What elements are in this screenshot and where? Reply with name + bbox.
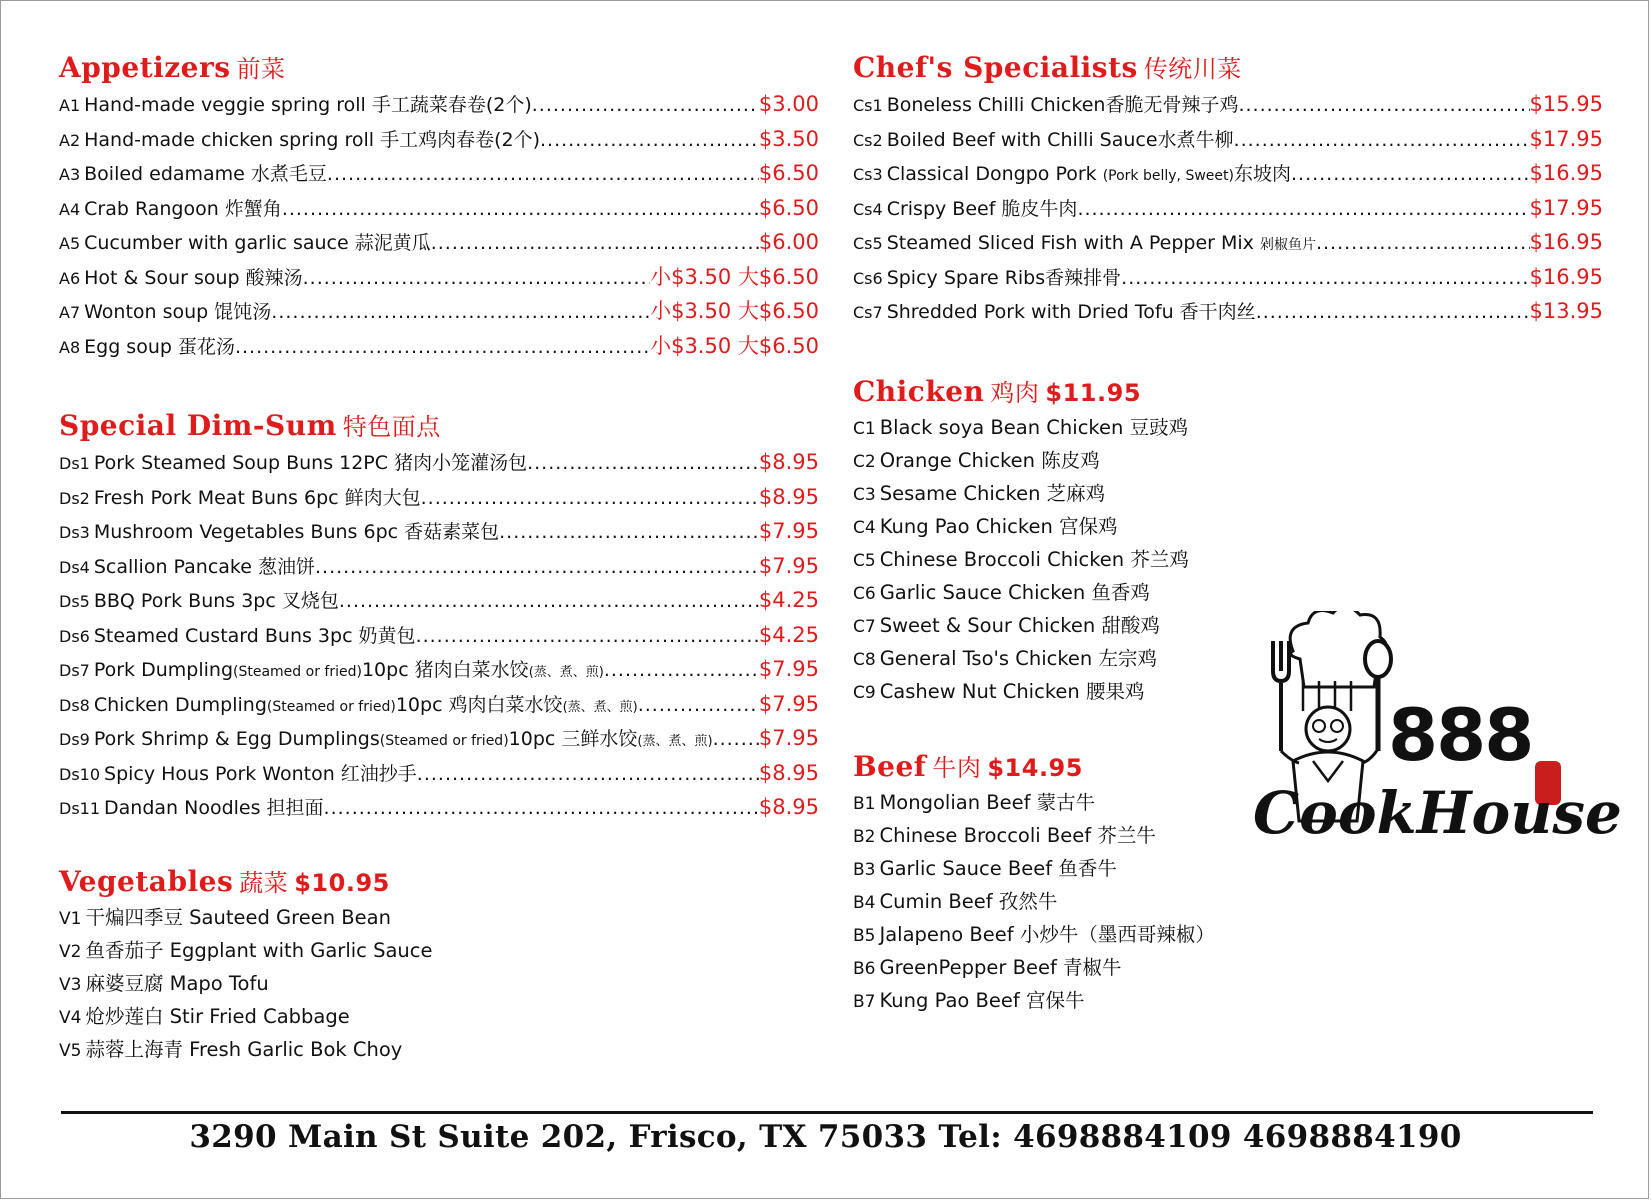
vegetables-section bbox=[59, 863, 819, 1066]
menu-item bbox=[59, 87, 819, 122]
right-column bbox=[853, 49, 1603, 1017]
dot-leader bbox=[235, 330, 650, 365]
section-price: $11.95 bbox=[1045, 378, 1142, 407]
item-title: Boiled edamame 水煮毛豆 bbox=[84, 163, 327, 185]
item-price: 小$3.50 大$6.50 bbox=[650, 333, 819, 358]
item-name bbox=[853, 477, 1105, 512]
dot-leader bbox=[1077, 192, 1529, 227]
menu-item bbox=[853, 885, 1603, 918]
dot-leader bbox=[1238, 88, 1529, 123]
item-code: Cs4 bbox=[853, 199, 883, 219]
item-name bbox=[59, 722, 713, 760]
item-name bbox=[59, 584, 339, 620]
item-title: Pork Shrimp & Egg Dumplings bbox=[93, 728, 380, 750]
item-name bbox=[853, 819, 1156, 854]
dot-leader bbox=[416, 619, 759, 654]
dot-leader bbox=[540, 123, 759, 158]
dot-leader bbox=[713, 722, 759, 757]
menu-item bbox=[853, 411, 1603, 444]
menu-item bbox=[59, 514, 819, 549]
item-name bbox=[853, 786, 1095, 821]
item-list bbox=[59, 87, 819, 363]
item-title: Sweet & Sour Chicken 甜酸鸡 bbox=[879, 613, 1160, 637]
item-name bbox=[853, 984, 1085, 1019]
item-title: 蒜蓉上海青 Fresh Garlic Bok Choy bbox=[85, 1037, 403, 1061]
item-code: Ds8 bbox=[59, 695, 90, 715]
menu-item bbox=[59, 445, 819, 480]
menu-item bbox=[59, 967, 819, 1000]
section-title-cn: 传统川菜 bbox=[1143, 55, 1242, 83]
menu-item bbox=[853, 225, 1603, 260]
item-note: (Steamed or fried) bbox=[233, 664, 362, 680]
section-title-en: Vegetables bbox=[59, 864, 234, 898]
item-name bbox=[59, 901, 391, 936]
item-name bbox=[59, 481, 421, 517]
menu-item bbox=[853, 87, 1603, 122]
menu-item bbox=[853, 510, 1603, 543]
item-price: $7.95 bbox=[758, 691, 819, 716]
item-name bbox=[59, 550, 315, 586]
section-title bbox=[59, 49, 819, 87]
item-name bbox=[59, 88, 532, 124]
item-title: Spicy Spare Ribs香辣排骨 bbox=[886, 266, 1122, 289]
item-name bbox=[59, 967, 269, 1002]
item-price: $7.95 bbox=[758, 519, 819, 543]
menu-item bbox=[853, 477, 1603, 510]
item-name bbox=[853, 642, 1157, 677]
footer-address: 3290 Main St Suite 202, Frisco, TX 75033 Tel: 4698884109 4698884190 bbox=[189, 1119, 1462, 1155]
menu-item bbox=[853, 543, 1603, 576]
item-price: $4.25 bbox=[758, 588, 819, 612]
item-title-cn: 东坡肉 bbox=[1233, 163, 1291, 185]
item-price: $7.95 bbox=[758, 726, 819, 750]
menu-item bbox=[59, 901, 819, 934]
item-title: Orange Chicken 陈皮鸡 bbox=[879, 448, 1100, 472]
item-code: Ds2 bbox=[59, 488, 90, 508]
item-name bbox=[853, 123, 1234, 159]
item-name bbox=[59, 123, 540, 159]
item-name bbox=[853, 295, 1256, 331]
menu-item bbox=[59, 480, 819, 515]
menu-item bbox=[59, 1033, 819, 1066]
dot-leader bbox=[431, 226, 759, 261]
item-title: 干煸四季豆 Sauteed Green Bean bbox=[85, 905, 391, 929]
item-name bbox=[853, 543, 1189, 578]
menu-item bbox=[59, 260, 819, 295]
section-title-cn: 牛肉 bbox=[932, 753, 982, 782]
item-name bbox=[59, 688, 638, 726]
dot-leader bbox=[282, 192, 759, 227]
item-price: $4.25 bbox=[758, 622, 819, 647]
item-title: Steamed Sliced Fish with A Pepper Mix bbox=[886, 232, 1260, 254]
item-code: B3 bbox=[853, 859, 876, 880]
item-code: Ds9 bbox=[59, 730, 90, 749]
item-name bbox=[853, 411, 1188, 446]
item-title: Hand-made chicken spring roll 手工鸡肉春卷(2个) bbox=[84, 128, 540, 151]
menu-item bbox=[59, 652, 819, 687]
menu-item bbox=[59, 191, 819, 226]
item-code: Cs3 bbox=[853, 165, 883, 184]
item-name bbox=[59, 1033, 402, 1068]
dot-leader bbox=[271, 295, 650, 330]
chef-specialists-section bbox=[853, 49, 1603, 329]
menu-item bbox=[853, 951, 1603, 984]
item-code: C9 bbox=[853, 682, 876, 703]
appetizers-section bbox=[59, 49, 819, 363]
item-note: (Pork belly, Sweet) bbox=[1102, 168, 1234, 184]
item-code: C1 bbox=[853, 418, 876, 439]
item-title: Scallion Pancake 葱油饼 bbox=[93, 555, 315, 578]
item-name bbox=[59, 157, 327, 193]
dot-leader bbox=[1316, 226, 1530, 261]
item-name bbox=[853, 675, 1144, 710]
dot-leader bbox=[527, 446, 759, 481]
item-title: Garlic Sauce Beef 鱼香牛 bbox=[879, 856, 1117, 880]
item-name bbox=[853, 609, 1160, 644]
item-title: Boiled Beef with Chilli Sauce水煮牛柳 bbox=[886, 128, 1234, 151]
dot-leader bbox=[417, 757, 759, 792]
item-code: Cs7 bbox=[853, 303, 883, 322]
item-price: $7.95 bbox=[758, 657, 819, 681]
item-code: Ds10 bbox=[59, 764, 101, 784]
dot-leader bbox=[638, 688, 759, 723]
item-list bbox=[59, 901, 819, 1066]
item-name bbox=[59, 226, 431, 262]
item-price: 小$3.50 大$6.50 bbox=[650, 264, 819, 289]
item-code: B5 bbox=[853, 925, 876, 946]
item-name bbox=[853, 192, 1077, 228]
item-code: A8 bbox=[59, 337, 81, 357]
item-name bbox=[853, 444, 1100, 479]
item-title: Kung Pao Beef 宫保牛 bbox=[879, 988, 1085, 1012]
item-title: Wonton soup 馄饨汤 bbox=[84, 301, 272, 323]
dot-leader bbox=[324, 791, 759, 826]
item-name bbox=[59, 515, 499, 551]
item-title: 炝炒莲白 Stir Fried Cabbage bbox=[85, 1004, 350, 1028]
item-title: Cashew Nut Chicken 腰果鸡 bbox=[879, 679, 1145, 703]
item-title: Kung Pao Chicken 宫保鸡 bbox=[879, 514, 1118, 538]
menu-item bbox=[59, 329, 819, 364]
item-code: Cs1 bbox=[853, 96, 883, 115]
dot-leader bbox=[1291, 157, 1530, 192]
section-title-cn: 前菜 bbox=[236, 55, 286, 83]
section-title bbox=[853, 373, 1603, 411]
menu-item bbox=[59, 583, 819, 618]
section-title-cn: 鸡肉 bbox=[990, 378, 1040, 407]
item-code: C5 bbox=[853, 550, 876, 571]
item-code: A2 bbox=[59, 130, 81, 150]
item-price: $8.95 bbox=[758, 795, 819, 819]
dot-leader bbox=[604, 653, 759, 688]
item-name bbox=[59, 192, 282, 228]
item-title: Black soya Bean Chicken 豆豉鸡 bbox=[879, 415, 1189, 439]
section-title-cn: 特色面点 bbox=[342, 413, 441, 441]
section-title-en: Special Dim-Sum bbox=[59, 409, 337, 442]
item-code: C2 bbox=[853, 451, 876, 472]
item-name bbox=[853, 951, 1122, 986]
item-name bbox=[59, 330, 235, 366]
item-code: V5 bbox=[59, 1040, 82, 1061]
menu-item bbox=[59, 225, 819, 260]
item-price: $16.95 bbox=[1529, 161, 1603, 185]
item-title: Chinese Broccoli Beef 芥兰牛 bbox=[879, 823, 1156, 847]
dot-leader bbox=[1234, 123, 1530, 158]
section-title-en: Beef bbox=[853, 749, 927, 783]
item-title: Hand-made veggie spring roll 手工蔬菜春卷(2个) bbox=[84, 94, 532, 116]
item-title: Cumin Beef 孜然牛 bbox=[879, 889, 1058, 913]
item-list bbox=[853, 87, 1603, 329]
menu-item bbox=[853, 444, 1603, 477]
item-title: Mushroom Vegetables Buns 6pc 香菇素菜包 bbox=[93, 521, 500, 543]
item-title: Steamed Custard Buns 3pc 奶黄包 bbox=[93, 624, 416, 647]
item-name bbox=[853, 226, 1316, 263]
item-name bbox=[853, 576, 1150, 611]
item-name bbox=[853, 510, 1118, 545]
item-code: B4 bbox=[853, 892, 876, 913]
menu-item bbox=[853, 191, 1603, 226]
menu-item bbox=[59, 1000, 819, 1033]
item-code: B2 bbox=[853, 826, 876, 847]
item-code: Ds11 bbox=[59, 799, 101, 818]
item-name bbox=[59, 791, 324, 827]
item-title: Shredded Pork with Dried Tofu 香干肉丝 bbox=[886, 301, 1256, 323]
menu-item bbox=[853, 576, 1603, 609]
logo-number: 888 bbox=[1388, 693, 1533, 777]
menu-item bbox=[853, 156, 1603, 191]
item-code: A3 bbox=[59, 165, 81, 184]
left-column bbox=[59, 49, 819, 1066]
item-code: A1 bbox=[59, 96, 81, 115]
item-title-cn: 10pc 三鲜水饺 bbox=[508, 728, 638, 750]
item-price: $3.50 bbox=[758, 126, 819, 151]
item-title: 鱼香茄子 Eggplant with Garlic Sauce bbox=[85, 938, 433, 962]
logo-wordmark: CookHouse bbox=[1253, 779, 1622, 847]
menu-item bbox=[853, 918, 1603, 951]
item-code: A5 bbox=[59, 234, 81, 253]
item-title: Boneless Chilli Chicken香脆无骨辣子鸡 bbox=[886, 94, 1239, 116]
item-price: $17.95 bbox=[1529, 126, 1603, 151]
dot-leader bbox=[303, 261, 650, 296]
item-code: Ds1 bbox=[59, 454, 90, 473]
item-code: Cs6 bbox=[853, 268, 883, 288]
item-code: Cs5 bbox=[853, 234, 883, 253]
item-name bbox=[59, 295, 271, 331]
dot-leader bbox=[1121, 261, 1529, 296]
dot-leader bbox=[499, 515, 759, 550]
dot-leader bbox=[532, 88, 759, 123]
item-title: Chinese Broccoli Chicken 芥兰鸡 bbox=[879, 547, 1189, 571]
item-title: Garlic Sauce Chicken 鱼香鸡 bbox=[879, 580, 1150, 604]
item-name bbox=[59, 653, 604, 691]
item-price: $8.95 bbox=[758, 484, 819, 509]
item-code: V1 bbox=[59, 908, 82, 929]
item-price: $7.95 bbox=[758, 553, 819, 578]
item-name bbox=[59, 757, 417, 793]
item-code: C7 bbox=[853, 616, 876, 637]
item-title-cn: 10pc 鸡肉白菜水饺 bbox=[395, 693, 563, 716]
item-name bbox=[59, 934, 432, 969]
item-code: A6 bbox=[59, 268, 81, 288]
item-code: C8 bbox=[853, 649, 876, 670]
item-title: Sesame Chicken 芝麻鸡 bbox=[879, 481, 1106, 505]
item-title: 麻婆豆腐 Mapo Tofu bbox=[85, 971, 269, 995]
section-price: $14.95 bbox=[987, 753, 1083, 782]
item-name bbox=[59, 1000, 350, 1035]
item-code: B7 bbox=[853, 991, 876, 1012]
section-title bbox=[59, 407, 819, 445]
item-name bbox=[59, 446, 527, 482]
item-price: $6.50 bbox=[758, 195, 819, 220]
item-code: Ds5 bbox=[59, 592, 90, 611]
item-price: $6.50 bbox=[758, 161, 819, 185]
item-title: Mongolian Beef 蒙古牛 bbox=[879, 790, 1096, 814]
section-title-en: Chicken bbox=[853, 374, 985, 408]
item-code: C4 bbox=[853, 517, 876, 538]
item-title: Crispy Beef 脆皮牛肉 bbox=[886, 197, 1078, 220]
item-code: Ds3 bbox=[59, 523, 90, 542]
item-code: V2 bbox=[59, 941, 82, 962]
item-code: Ds7 bbox=[59, 661, 90, 680]
item-price: $17.95 bbox=[1529, 195, 1603, 220]
section-title bbox=[853, 49, 1603, 87]
item-title: Pork Steamed Soup Buns 12PC 猪肉小笼灌汤包 bbox=[93, 452, 528, 474]
item-name bbox=[59, 619, 416, 655]
item-name bbox=[853, 885, 1057, 920]
dimsum-section bbox=[59, 407, 819, 825]
menu-item bbox=[853, 984, 1603, 1017]
item-list bbox=[59, 445, 819, 825]
item-name bbox=[59, 261, 303, 297]
dot-leader bbox=[327, 157, 759, 192]
item-code: A7 bbox=[59, 303, 81, 322]
menu-item bbox=[853, 122, 1603, 157]
item-title: Dandan Noodles 担担面 bbox=[104, 797, 324, 819]
item-title: General Tso's Chicken 左宗鸡 bbox=[879, 646, 1157, 670]
item-code: Cs2 bbox=[853, 130, 883, 150]
section-title bbox=[59, 863, 819, 901]
dot-leader bbox=[315, 550, 759, 585]
menu-item bbox=[59, 294, 819, 329]
item-name bbox=[853, 88, 1238, 124]
item-title: BBQ Pork Buns 3pc 叉烧包 bbox=[93, 590, 339, 612]
item-title-cn: 10pc 猪肉白菜水饺 bbox=[361, 659, 529, 681]
item-note: (Steamed or fried) bbox=[266, 698, 396, 715]
item-price: $6.00 bbox=[758, 230, 819, 254]
item-name bbox=[853, 918, 1215, 953]
item-code: B1 bbox=[853, 793, 876, 814]
menu-item bbox=[59, 549, 819, 584]
item-title: Fresh Pork Meat Buns 6pc 鲜肉大包 bbox=[93, 486, 421, 509]
item-title: Classical Dongpo Pork bbox=[886, 163, 1103, 185]
item-title: Spicy Hous Pork Wonton 红油抄手 bbox=[104, 762, 417, 785]
menu-item bbox=[59, 618, 819, 653]
item-price: $16.95 bbox=[1529, 264, 1603, 289]
item-note: (Steamed or fried) bbox=[379, 733, 509, 749]
dot-leader bbox=[421, 481, 759, 516]
item-name bbox=[853, 261, 1121, 297]
item-price: $8.95 bbox=[758, 450, 819, 474]
section-title-en: Appetizers bbox=[59, 51, 231, 84]
item-price: $13.95 bbox=[1529, 299, 1603, 323]
item-code: B6 bbox=[853, 958, 876, 979]
section-title-cn: 蔬菜 bbox=[239, 868, 289, 897]
item-title: Jalapeno Beef 小炒牛（墨西哥辣椒） bbox=[879, 922, 1215, 946]
item-code: C6 bbox=[853, 583, 876, 604]
menu-item bbox=[59, 721, 819, 756]
item-price: $3.00 bbox=[758, 92, 819, 116]
menu-item bbox=[853, 294, 1603, 329]
item-title: Crab Rangoon 炸蟹角 bbox=[84, 197, 282, 220]
dot-leader bbox=[339, 584, 759, 619]
item-code: V4 bbox=[59, 1007, 82, 1028]
menu-item bbox=[59, 756, 819, 791]
menu-item bbox=[59, 790, 819, 825]
item-name bbox=[853, 157, 1291, 194]
item-note-cn: (蒸、煮、煎) bbox=[562, 699, 638, 715]
item-code: A4 bbox=[59, 199, 81, 219]
dot-leader bbox=[1256, 295, 1530, 330]
item-code: Ds6 bbox=[59, 626, 90, 646]
item-title: Pork Dumpling bbox=[93, 659, 234, 681]
menu-item bbox=[59, 687, 819, 722]
item-title: Cucumber with garlic sauce 蒜泥黄瓜 bbox=[84, 232, 431, 254]
item-price: 小$3.50 大$6.50 bbox=[650, 299, 819, 323]
section-price: $10.95 bbox=[294, 868, 390, 897]
item-title: Egg soup 蛋花汤 bbox=[84, 335, 235, 358]
item-name bbox=[853, 852, 1117, 887]
menu-item bbox=[59, 156, 819, 191]
section-title-en: Chef's Specialists bbox=[853, 51, 1138, 84]
item-price: $16.95 bbox=[1529, 230, 1603, 254]
item-title: GreenPepper Beef 青椒牛 bbox=[879, 955, 1122, 979]
item-note-cn: (蒸、煮、煎) bbox=[528, 665, 604, 680]
item-note-cn: (蒸、煮、煎) bbox=[637, 734, 713, 749]
item-code: Ds4 bbox=[59, 557, 90, 577]
item-code: V3 bbox=[59, 974, 82, 995]
menu-item bbox=[853, 260, 1603, 295]
item-title: Chicken Dumpling bbox=[93, 693, 267, 716]
menu-item bbox=[59, 122, 819, 157]
item-note: 剁椒鱼片 bbox=[1259, 237, 1316, 253]
item-price: $15.95 bbox=[1529, 92, 1603, 116]
footer-divider bbox=[61, 1111, 1593, 1114]
restaurant-logo bbox=[1253, 611, 1622, 861]
item-price: $8.95 bbox=[758, 760, 819, 785]
item-code: C3 bbox=[853, 484, 876, 505]
menu-item bbox=[59, 934, 819, 967]
item-title: Hot & Sour soup 酸辣汤 bbox=[84, 266, 303, 289]
